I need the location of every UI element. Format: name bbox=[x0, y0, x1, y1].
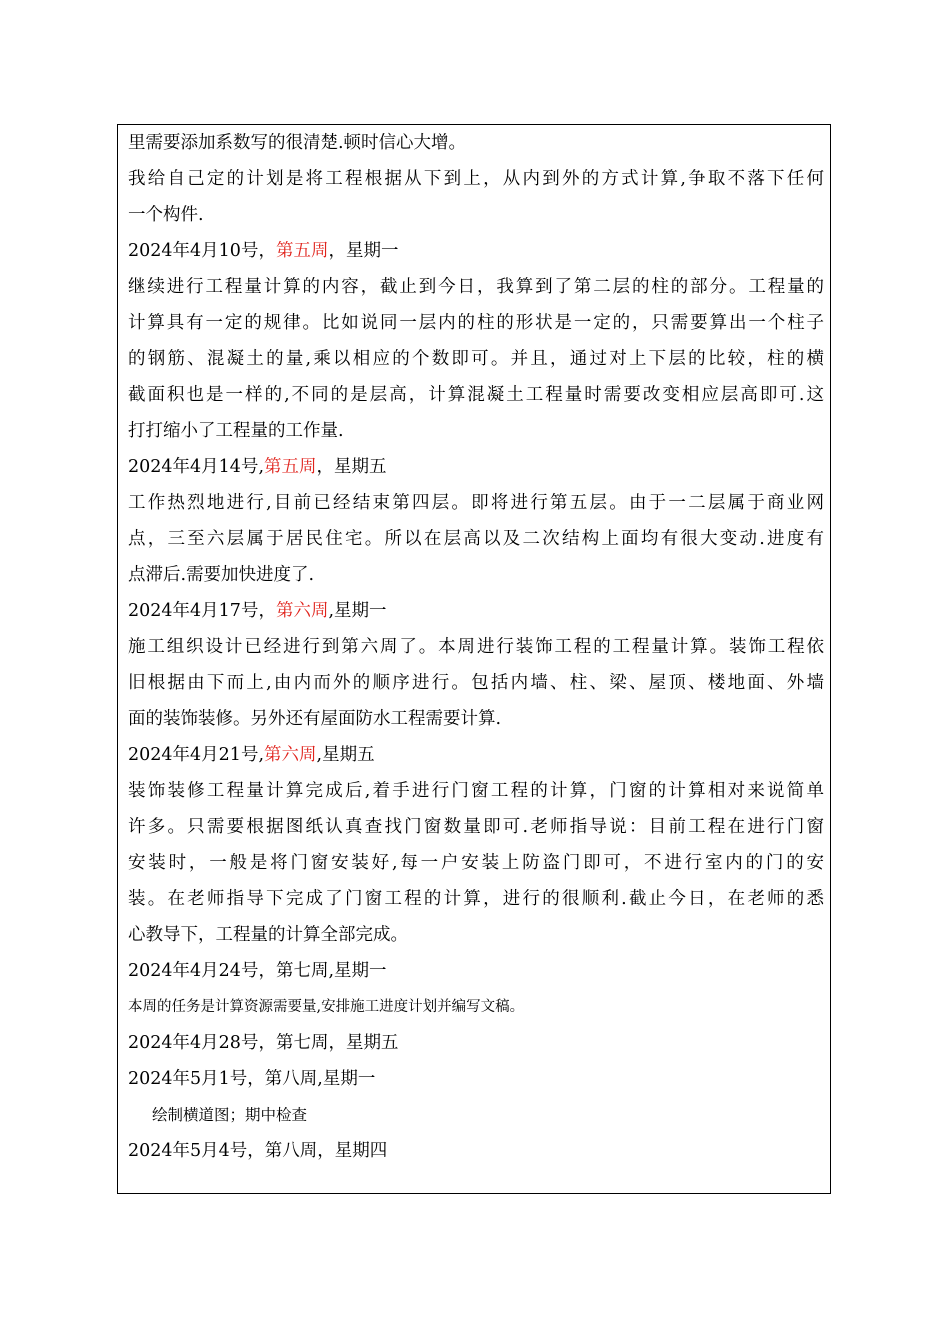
text-line: 安装时，一般是将门窗安装好,每一户安装上防盗门即可，不进行室内的门的安 bbox=[128, 853, 824, 873]
date-text: 2024年4月17号， bbox=[128, 601, 276, 621]
text-line: 截面积也是一样的,不同的是层高，计算混凝土工程量时需要改变相应层高即可.这 bbox=[128, 385, 824, 405]
text-line: 本周的任务是计算资源需要量,安排施工进度计划并编写文稿。 bbox=[128, 999, 525, 1015]
date-line bbox=[128, 449, 824, 485]
weekday-text: ，星期五 bbox=[316, 457, 387, 477]
text-line: 我给自己定的计划是将工程根据从下到上，从内到外的方式计算,争取不落下任何 bbox=[128, 169, 824, 189]
text-line: 面的装饰装修。另外还有屋面防水工程需要计算. bbox=[128, 709, 502, 729]
date-line: 2024年5月1号，第八周,星期一 bbox=[128, 1069, 376, 1089]
text-line: 心教导下，工程量的计算全部完成。 bbox=[128, 925, 408, 945]
weekday-text: ，星期一 bbox=[328, 241, 399, 261]
date-text: 2024年4月10号， bbox=[128, 241, 276, 261]
date-line: 2024年4月28号，第七周，星期五 bbox=[128, 1033, 399, 1053]
text-line: 装饰装修工程量计算完成后,着手进行门窗工程的计算，门窗的计算相对来说简单 bbox=[128, 781, 824, 801]
week-label: 第五周 bbox=[264, 457, 317, 477]
text-line: 工作热烈地进行,目前已经结束第四层。即将进行第五层。由于一二层属于商业网 bbox=[128, 493, 824, 513]
text-line: 打打缩小了工程量的工作量. bbox=[128, 421, 344, 441]
date-line: 2024年4月24号，第七周,星期一 bbox=[128, 961, 387, 981]
text-line: 点，三至六层属于居民住宅。所以在层高以及二次结构上面均有很大变动.进度有 bbox=[128, 529, 824, 549]
text-line: 绘制横道图；期中检查 bbox=[152, 1106, 308, 1124]
text-line: 里需要添加系数写的很清楚.顿时信心大增。 bbox=[128, 133, 467, 153]
text-line: 许多。只需要根据图纸认真查找门窗数量即可.老师指导说：目前工程在进行门窗 bbox=[128, 817, 824, 837]
text-line: 计算具有一定的规律。比如说同一层内的柱的形状是一定的，只需要算出一个柱子 bbox=[128, 313, 824, 333]
week-label: 第六周 bbox=[275, 601, 329, 621]
week-label: 第六周 bbox=[264, 745, 317, 765]
diary-content bbox=[128, 125, 824, 1171]
date-text: 2024年4月14号, bbox=[128, 457, 265, 477]
date-line: 2024年5月4号，第八周，星期四 bbox=[128, 1141, 388, 1161]
date-line bbox=[128, 737, 824, 773]
weekday-text: ,星期一 bbox=[328, 601, 387, 621]
weekday-text: ,星期五 bbox=[316, 745, 375, 765]
text-line: 装。在老师指导下完成了门窗工程的计算，进行的很顺利.截止今日，在老师的悉 bbox=[128, 889, 824, 909]
week-label: 第五周 bbox=[275, 241, 329, 261]
text-line: 旧根据由下而上,由内而外的顺序进行。包括内墙、柱、梁、屋顶、楼地面、外墙 bbox=[128, 673, 824, 693]
text-line: 一个构件. bbox=[128, 205, 204, 225]
text-line: 点滞后.需要加快进度了. bbox=[128, 565, 315, 585]
text-line: 的钢筋、混凝土的量,乘以相应的个数即可。并且，通过对上下层的比较，柱的横 bbox=[128, 349, 824, 369]
text-line: 施工组织设计已经进行到第六周了。本周进行装饰工程的工程量计算。装饰工程依 bbox=[128, 637, 824, 657]
date-text: 2024年4月21号, bbox=[128, 745, 265, 765]
diary-table-cell bbox=[117, 124, 831, 1194]
date-line bbox=[128, 593, 824, 629]
text-line: 继续进行工程量计算的内容，截止到今日，我算到了第二层的柱的部分。工程量的 bbox=[128, 277, 824, 297]
date-line bbox=[128, 233, 824, 269]
